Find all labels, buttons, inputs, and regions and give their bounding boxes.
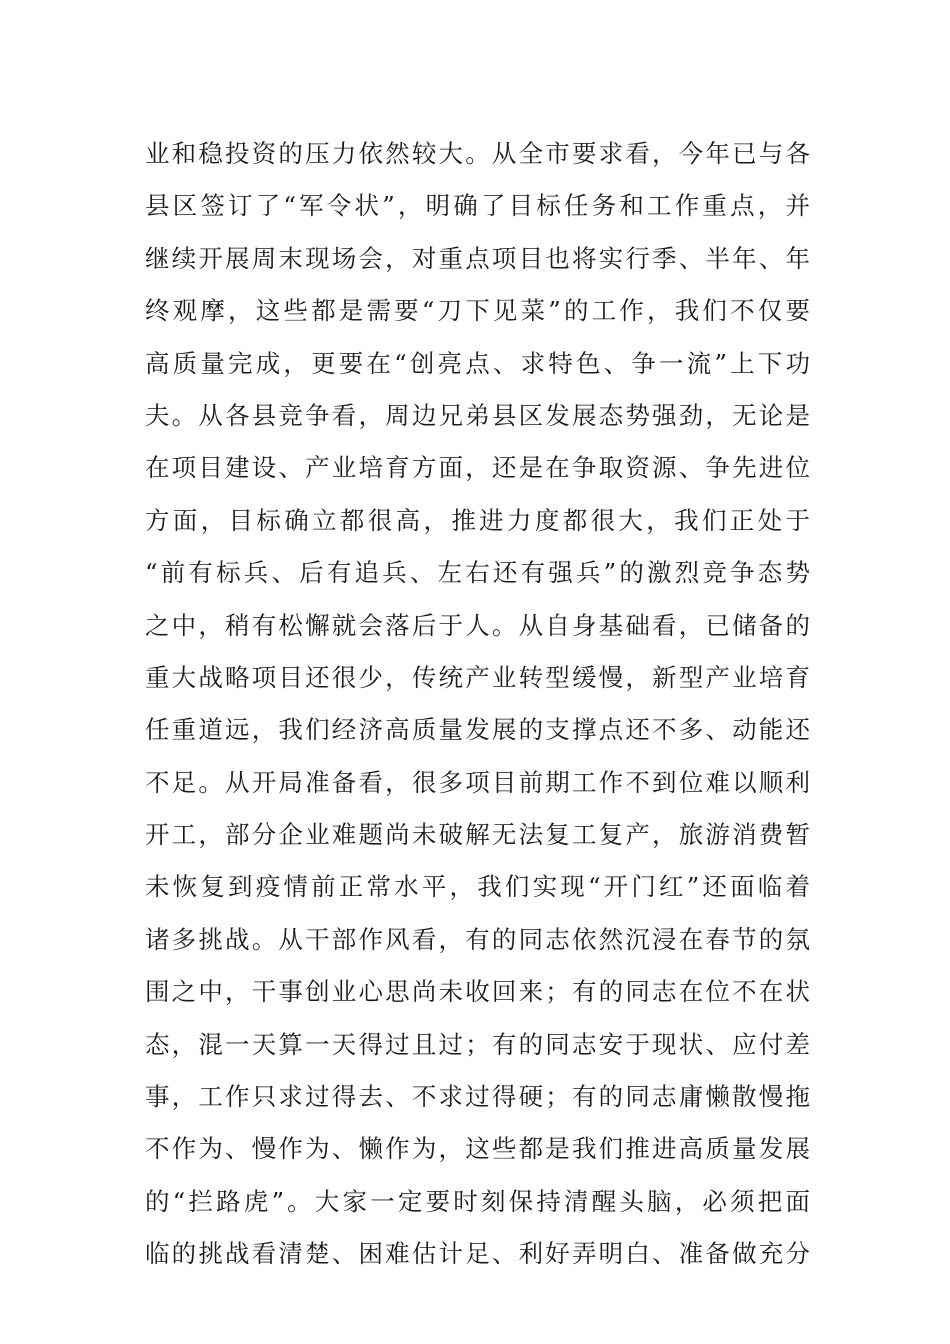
text-line: 继续开展周末现场会，对重点项目也将实行季、半年、年 [145,243,810,273]
text-line: 方面，目标确立都很高，推进力度都很大，我们正处于 [145,505,810,535]
body-text [145,128,810,1281]
text-line: 未恢复到疫情前正常水平，我们实现“开门红”还面临着 [145,872,810,902]
text-line: 之中，稍有松懈就会落后于人。从自身基础看，已储备的 [145,610,810,640]
text-line: 诸多挑战。从干部作风看，有的同志依然沉浸在春节的氛 [145,924,810,954]
text-line: 在项目建设、产业培育方面，还是在争取资源、争先进位 [145,453,810,483]
text-line: 终观摩，这些都是需要“刀下见菜”的工作，我们不仅要 [145,296,810,326]
text-line: 事，工作只求过得去、不求过得硬；有的同志庸懒散慢拖 [145,1082,810,1112]
text-line: 任重道远，我们经济高质量发展的支撑点还不多、动能还 [145,715,810,745]
text-line: 夫。从各县竞争看，周边兄弟县区发展态势强劲，无论是 [145,400,810,430]
text-line: 重大战略项目还很少，传统产业转型缓慢，新型产业培育 [145,662,810,692]
text-line: 态，混一天算一天得过且过；有的同志安于现状、应付差 [145,1029,810,1059]
text-line: 业和稳投资的压力依然较大。从全市要求看，今年已与各 [145,139,810,168]
text-line: 围之中，干事创业心思尚未收回来；有的同志在位不在状 [145,977,810,1007]
text-line: 的“拦路虎”。大家一定要时刻保持清醒头脑，必须把面 [145,1186,810,1216]
text-line: 县区签订了“军令状”，明确了目标任务和工作重点，并 [145,191,810,221]
text-line: “前有标兵、后有追兵、左右还有强兵”的激烈竞争态势 [145,558,810,588]
text-line: 临的挑战看清楚、困难估计足、利好弄明白、准备做充分 [145,1239,810,1269]
text-line: 不足。从开局准备看，很多项目前期工作不到位难以顺利 [145,767,810,797]
text-line: 高质量完成，更要在“创亮点、求特色、争一流”上下功 [145,348,810,378]
text-line: 开工，部分企业难题尚未破解无法复工复产，旅游消费暂 [145,820,810,850]
text-line: 不作为、慢作为、懒作为，这些都是我们推进高质量发展 [145,1134,810,1164]
